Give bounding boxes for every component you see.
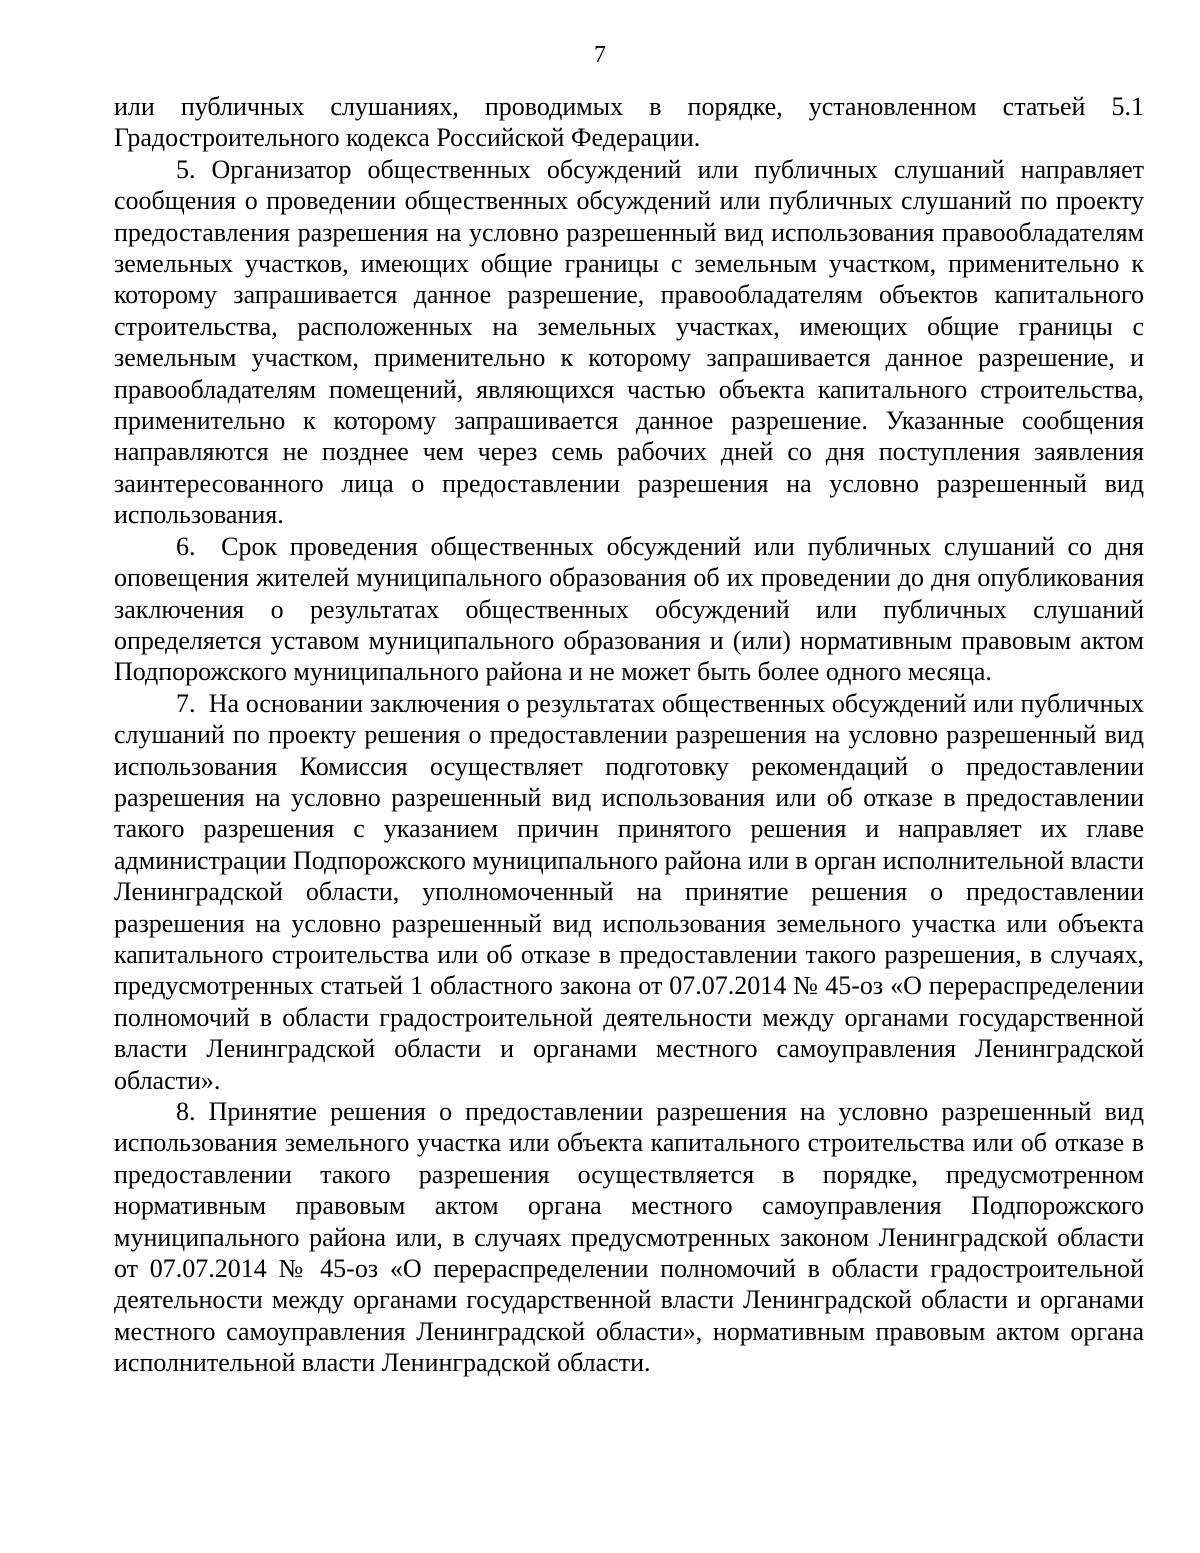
paragraph-text: На основании заключения о результатах общественных обсуждений или публичных слушаний по проекту решения о предоставлении разрешения на условно разрешенный вид использования Комиссия осуществляет подготовку рекомендаций о предоставлении разрешения на условно разрешенный вид использования или об отказе в предоставлении такого разрешения с указанием причин принятого решения и направляет их главе администрации Подпорожского муниципального района или в орган исполнительной власти Ленинградской области, уполномоченный на принятие решения о предоставлении разрешения на условно разрешенный вид использования земельного участка или объекта капитального строительства или об отказе в предоставлении такого разрешения, в случаях, предусмотренных статьей 1 областного закона от 07.07.2014 № 45-оз «О перераспределении полномочий в области градостроительной деятельности между органами государственной власти Ленинградской области и органами местного самоуправления Ленинградской области». — [114, 688, 1144, 1095]
paragraph-5 — [114, 154, 1144, 531]
paragraph-text: Срок проведения общественных обсуждений или публичных слушаний со дня оповещения жителей муниципального образования об их проведении до дня опубликования заключения о результатах общественных обсуждений или публичных слушаний определяется уставом муниципального образования и (или) нормативным правовым актом Подпорожского муниципального района и не может быть более одного месяца. — [114, 531, 1144, 687]
paragraph-continuation — [114, 91, 1144, 154]
paragraph-text: Организатор общественных обсуждений или публичных слушаний направляет сообщения о проведении общественных обсуждений или публичных слушаний по проекту предоставления разрешения на условно разрешенный вид использования правообладателям земельных участков, имеющих общие границы с земельным участком, применительно к которому запрашивается данное разрешение, правообладателям объектов капитального строительства, расположенных на земельных участках, имеющих общие границы с земельным участком, применительно к которому запрашивается данное разрешение, и правообладателям помещений, являющихся частью объекта капитального строительства, применительно к которому запрашивается данное разрешение. Указанные сообщения направляются не позднее чем через семь рабочих дней со дня поступления заявления заинтересованного лица о предоставлении разрешения на условно разрешенный вид использования. — [114, 154, 1144, 530]
paragraph-number: 6. — [176, 531, 196, 561]
paragraph-number: 5. — [176, 154, 196, 184]
document-body — [114, 91, 1144, 1379]
paragraph-text: или публичных слушаниях, проводимых в порядке, установленном статьей 5.1 Градостроительного кодекса Российской Федерации. — [114, 92, 1144, 153]
paragraph-6 — [114, 531, 1144, 688]
paragraph-text: Принятие решения о предоставлении разрешения на условно разрешенный вид использования земельного участка или объекта капитального строительства или об отказе в предоставлении такого разрешения осуществляется в порядке, предусмотренном нормативным правовым актом органа местного самоуправления Подпорожского муниципального района или, в случаях предусмотренных законом Ленинградской области от 07.07.2014 № 45-оз «О перераспределении полномочий в области градостроительной деятельности между органами государственной власти Ленинградской области и органами местного самоуправления Ленинградской области», нормативным правовым актом органа исполнительной власти Ленинградской области. — [114, 1097, 1145, 1378]
paragraph-number: 8. — [176, 1097, 196, 1126]
paragraph-8 — [114, 1096, 1144, 1379]
page-number: 7 — [594, 42, 606, 68]
paragraph-7 — [114, 688, 1144, 1096]
paragraph-number: 7. — [176, 688, 196, 718]
